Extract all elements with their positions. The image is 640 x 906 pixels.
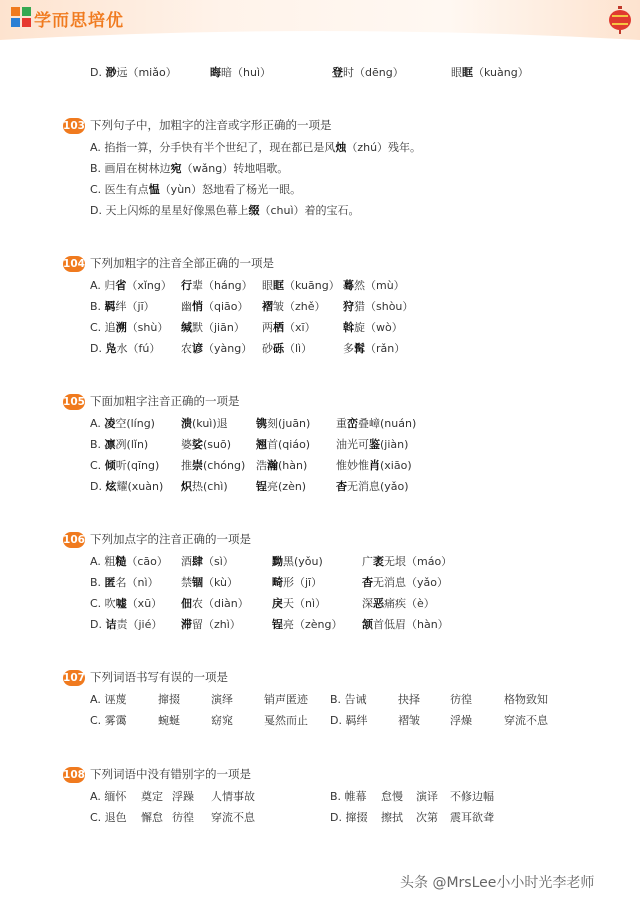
option-text: （kuāng） bbox=[284, 279, 340, 292]
answer-option-item bbox=[90, 616, 162, 632]
question-number-badge: 108 bbox=[63, 769, 85, 781]
bold-char: 鉴 bbox=[369, 438, 380, 451]
word-item: 戛然而止 bbox=[264, 714, 308, 727]
answer-option-item bbox=[90, 415, 155, 431]
word-item: 彷徨 bbox=[172, 811, 194, 824]
bold-char: 凫 bbox=[105, 342, 117, 355]
option-text: D. bbox=[90, 480, 106, 493]
answer-option-item bbox=[262, 277, 340, 293]
question-number-badge: 106 bbox=[63, 534, 85, 546]
answer-option-item bbox=[272, 553, 323, 569]
answer-option-item bbox=[362, 616, 449, 632]
q102-option-fragment bbox=[90, 64, 177, 80]
bold-char: 翘 bbox=[256, 438, 267, 451]
question-stem: 下列加粗字的注音全部正确的一项是 bbox=[90, 256, 274, 270]
bold-char: 恶 bbox=[373, 597, 384, 610]
option-text: D. 天上闪烁的星星好像黑色幕上 bbox=[90, 204, 249, 217]
option-text: （zhú）残年。 bbox=[346, 141, 422, 154]
option-text: 痛疾（è） bbox=[384, 597, 435, 610]
option-text: （lì） bbox=[284, 342, 313, 355]
bold-char: 省 bbox=[115, 279, 127, 292]
bold-char: 糙 bbox=[115, 555, 127, 568]
option-text: D. bbox=[90, 342, 106, 355]
bold-char: 缀 bbox=[248, 204, 260, 217]
bold-char: 戾 bbox=[272, 597, 283, 610]
bold-char: 行 bbox=[181, 279, 192, 292]
answer-option-item bbox=[343, 340, 405, 356]
answer-option-item bbox=[272, 616, 343, 632]
option-text: 砂 bbox=[262, 342, 273, 355]
option-text: （chuì）着的宝石。 bbox=[259, 204, 360, 217]
option-text: (chóng) bbox=[203, 459, 246, 472]
option-text: （shù） bbox=[126, 321, 169, 334]
answer-option-item bbox=[90, 436, 148, 452]
option-text: 首低眉（hàn） bbox=[373, 618, 449, 631]
q102-option-fragment bbox=[210, 64, 271, 80]
answer-option-item bbox=[336, 478, 409, 494]
answer-option bbox=[90, 181, 301, 197]
option-text: 亮(zèn) bbox=[267, 480, 307, 493]
bold-char: 娑 bbox=[192, 438, 203, 451]
bold-char: 峦 bbox=[347, 417, 358, 430]
answer-option-item bbox=[90, 595, 162, 611]
word-item: 彷徨 bbox=[450, 693, 472, 706]
option-text: 农（diàn） bbox=[192, 597, 249, 610]
option-text: D. bbox=[90, 618, 106, 631]
answer-option-item bbox=[362, 574, 448, 590]
answer-option-item bbox=[272, 595, 326, 611]
option-text: 绊（jī） bbox=[115, 300, 155, 313]
option-text: C. bbox=[90, 459, 105, 472]
word-item: A. 诬蔑 bbox=[90, 693, 127, 706]
option-text: （yùn）怒地看了杨光一眼。 bbox=[159, 183, 302, 196]
option-text: 黑(yǒu) bbox=[283, 555, 323, 568]
option-text: 亮（zèng） bbox=[283, 618, 343, 631]
option-text: B. bbox=[90, 576, 105, 589]
option-text: 远（miǎo） bbox=[116, 66, 177, 79]
bold-char: 颔 bbox=[362, 618, 373, 631]
answer-option-item bbox=[343, 298, 413, 314]
word-item: 穿流不息 bbox=[211, 811, 255, 824]
word-item: 懈怠 bbox=[141, 811, 163, 824]
answer-option-item bbox=[272, 574, 322, 590]
answer-option-item bbox=[181, 616, 241, 632]
word-item: 震耳欲聋 bbox=[450, 811, 494, 824]
word-item: C. 退色 bbox=[90, 811, 127, 824]
option-text: 名（nì） bbox=[115, 576, 159, 589]
option-text: 眼 bbox=[262, 279, 273, 292]
option-text: （xū） bbox=[126, 597, 163, 610]
option-text: 刻(juān) bbox=[267, 417, 311, 430]
answer-option-item bbox=[90, 478, 163, 494]
word-item: 撺掇 bbox=[158, 693, 180, 706]
question-stem: 下面加粗字注音正确的一项是 bbox=[90, 394, 240, 408]
lantern-icon bbox=[608, 6, 632, 34]
answer-option-item bbox=[90, 340, 160, 356]
bold-char: 肖 bbox=[369, 459, 380, 472]
answer-option-item bbox=[362, 553, 452, 569]
answer-option-item bbox=[262, 298, 326, 314]
option-text: 多 bbox=[343, 342, 354, 355]
word-item: 擦拭 bbox=[381, 811, 403, 824]
bold-char: 羁 bbox=[104, 300, 116, 313]
answer-option-item bbox=[181, 574, 238, 590]
answer-option-item bbox=[181, 298, 249, 314]
option-text: 皱（zhě） bbox=[273, 300, 326, 313]
word-item: D. 羁绊 bbox=[330, 714, 368, 727]
option-text: 推 bbox=[181, 459, 192, 472]
answer-option-item bbox=[90, 298, 155, 314]
question-stem: 下列加点字的注音正确的一项是 bbox=[90, 532, 251, 546]
option-text: 首(qiáo) bbox=[267, 438, 311, 451]
word-item: C. 雾霭 bbox=[90, 714, 127, 727]
option-text: （wǎng）转地唱歌。 bbox=[181, 162, 289, 175]
option-text: A. 粗 bbox=[90, 555, 116, 568]
answer-option-item bbox=[256, 457, 307, 473]
word-item: A. 缅怀 bbox=[90, 790, 127, 803]
option-text: 油光可 bbox=[336, 438, 369, 451]
answer-option-item bbox=[181, 436, 231, 452]
option-text: 酒 bbox=[181, 555, 192, 568]
answer-option-item bbox=[336, 436, 408, 452]
answer-option-item bbox=[181, 457, 245, 473]
option-text: 深 bbox=[362, 597, 373, 610]
bold-char: 蓦 bbox=[343, 279, 354, 292]
answer-option-item bbox=[256, 478, 306, 494]
logo-icon bbox=[10, 6, 32, 28]
option-text: C. 医生有点 bbox=[90, 183, 149, 196]
bold-char: 凛 bbox=[104, 438, 116, 451]
option-text: B. 画眉在树林边 bbox=[90, 162, 171, 175]
option-text: 眼 bbox=[451, 66, 462, 79]
bold-char: 佃 bbox=[181, 597, 192, 610]
answer-option-item bbox=[343, 277, 405, 293]
bold-char: 诘 bbox=[105, 618, 117, 631]
option-text: C. 吹 bbox=[90, 597, 116, 610]
option-text: 浩 bbox=[256, 459, 267, 472]
option-text: D. bbox=[90, 66, 106, 79]
option-text: （qiāo） bbox=[203, 300, 249, 313]
bold-char: 愠 bbox=[148, 183, 160, 196]
bold-char: 袤 bbox=[373, 555, 384, 568]
bold-char: 登 bbox=[332, 66, 343, 79]
logo-text: 学而思培优 bbox=[34, 11, 124, 31]
answer-option-item bbox=[90, 277, 172, 293]
answer-option-item bbox=[343, 319, 403, 335]
bold-char: 倾 bbox=[104, 459, 116, 472]
word-item: 演译 bbox=[416, 790, 438, 803]
answer-option-item bbox=[256, 436, 310, 452]
word-item: 窈窕 bbox=[211, 714, 233, 727]
option-text: 旋（wò） bbox=[354, 321, 403, 334]
word-item: 浮燥 bbox=[450, 714, 472, 727]
option-text: （cāo） bbox=[126, 555, 168, 568]
option-text: A. bbox=[90, 417, 105, 430]
answer-option-item bbox=[181, 340, 252, 356]
bold-char: 畸 bbox=[272, 576, 283, 589]
bold-char: 锃 bbox=[256, 480, 267, 493]
bold-char: 溯 bbox=[115, 321, 127, 334]
bold-char: 崇 bbox=[192, 459, 203, 472]
option-text: 无消息（yǎo） bbox=[373, 576, 448, 589]
bold-char: 悄 bbox=[192, 300, 203, 313]
option-text: (kuì)退 bbox=[192, 417, 228, 430]
word-item: 销声匿迹 bbox=[264, 693, 308, 706]
option-text: 耀(xuàn) bbox=[116, 480, 164, 493]
question-stem: 下列词语书写有误的一项是 bbox=[90, 670, 228, 684]
bold-char: 晦 bbox=[210, 66, 221, 79]
option-text: 责（jié） bbox=[116, 618, 163, 631]
option-text: 默（jiān） bbox=[192, 321, 245, 334]
answer-option-item bbox=[181, 415, 228, 431]
answer-option-item bbox=[90, 574, 159, 590]
question-number-badge: 105 bbox=[63, 396, 85, 408]
question-number-badge: 107 bbox=[63, 672, 85, 684]
option-text: 然（mù） bbox=[354, 279, 405, 292]
word-item: 蜿蜒 bbox=[158, 714, 180, 727]
question-stem: 下列词语中没有错别字的一项是 bbox=[90, 767, 251, 781]
bold-char: 杳 bbox=[336, 480, 347, 493]
bold-char: 凌 bbox=[104, 417, 116, 430]
bold-char: 宛 bbox=[170, 162, 182, 175]
bold-char: 眶 bbox=[273, 279, 284, 292]
bold-char: 匿 bbox=[104, 576, 116, 589]
answer-option-item bbox=[336, 457, 412, 473]
option-text: 暗（huì） bbox=[221, 66, 271, 79]
option-text: （sì） bbox=[203, 555, 234, 568]
option-text: 婆 bbox=[181, 438, 192, 451]
option-text: 叠嶂(nuán) bbox=[358, 417, 417, 430]
word-item: 怠慢 bbox=[381, 790, 403, 803]
option-text: 惟妙惟 bbox=[336, 459, 369, 472]
option-text: 天（nì） bbox=[283, 597, 327, 610]
option-text: (xiāo) bbox=[380, 459, 412, 472]
q102-option-fragment bbox=[451, 64, 529, 80]
option-text: B. bbox=[90, 438, 105, 451]
bold-char: 黝 bbox=[272, 555, 283, 568]
bold-char: 眶 bbox=[462, 66, 473, 79]
bold-char: 炫 bbox=[105, 480, 117, 493]
bold-char: 栖 bbox=[273, 321, 284, 334]
word-item: 次第 bbox=[416, 811, 438, 824]
option-text: 两 bbox=[262, 321, 273, 334]
option-text: 幽 bbox=[181, 300, 192, 313]
answer-option-item bbox=[181, 595, 249, 611]
option-text: 形（jī） bbox=[283, 576, 323, 589]
word-item: 演绎 bbox=[211, 693, 233, 706]
option-text: 空(líng) bbox=[115, 417, 155, 430]
answer-option-item bbox=[362, 595, 435, 611]
option-text: （kù） bbox=[203, 576, 239, 589]
answer-option-item bbox=[90, 319, 168, 335]
option-text: 重 bbox=[336, 417, 347, 430]
word-item: 人情事故 bbox=[211, 790, 255, 803]
word-item: 抉择 bbox=[398, 693, 420, 706]
q102-option-fragment bbox=[332, 64, 404, 80]
bold-char: 锃 bbox=[272, 618, 283, 631]
answer-option-item bbox=[262, 340, 312, 356]
option-text: C. 追 bbox=[90, 321, 116, 334]
bold-char: 狩 bbox=[343, 300, 354, 313]
answer-option bbox=[90, 160, 288, 176]
option-text: (jiàn) bbox=[380, 438, 409, 451]
bold-char: 缄 bbox=[181, 321, 192, 334]
option-text: 辈（háng） bbox=[192, 279, 253, 292]
bold-char: 渺 bbox=[105, 66, 117, 79]
page-header bbox=[0, 0, 640, 40]
option-text: A. 掐指一算，分手快有半个世纪了，现在都已是风 bbox=[90, 141, 336, 154]
option-text: （yàng） bbox=[203, 342, 253, 355]
option-text: 时（dēng） bbox=[343, 66, 404, 79]
bold-char: 褶 bbox=[262, 300, 273, 313]
bold-char: 斡 bbox=[343, 321, 354, 334]
bold-char: 嘘 bbox=[115, 597, 127, 610]
option-text: 听(qīng) bbox=[115, 459, 160, 472]
bold-char: 杳 bbox=[362, 576, 373, 589]
option-text: 留（zhì） bbox=[192, 618, 241, 631]
word-item: 穿流不息 bbox=[504, 714, 548, 727]
answer-option-item bbox=[181, 478, 228, 494]
bold-char: 肆 bbox=[192, 555, 203, 568]
answer-option-item bbox=[90, 457, 159, 473]
option-text: （kuàng） bbox=[473, 66, 529, 79]
answer-option bbox=[90, 139, 421, 155]
option-text: 无垠（máo） bbox=[384, 555, 453, 568]
bold-char: 谚 bbox=[192, 342, 203, 355]
word-item: B. 帷幕 bbox=[330, 790, 367, 803]
question-stem: 下列句子中，加粗字的注音或字形正确的一项是 bbox=[90, 118, 332, 132]
answer-option-item bbox=[181, 553, 234, 569]
option-text: 农 bbox=[181, 342, 192, 355]
word-item: 不修边幅 bbox=[450, 790, 494, 803]
bold-char: 髯 bbox=[354, 342, 365, 355]
bold-char: 溃 bbox=[181, 417, 192, 430]
answer-option-item bbox=[256, 415, 310, 431]
answer-option-item bbox=[262, 319, 316, 335]
answer-option-item bbox=[90, 553, 168, 569]
option-text: （xī） bbox=[284, 321, 316, 334]
bold-char: 滞 bbox=[181, 618, 192, 631]
bold-char: 锢 bbox=[192, 576, 203, 589]
option-text: 无消息(yǎo) bbox=[347, 480, 409, 493]
answer-option-item bbox=[181, 319, 245, 335]
bold-char: 烛 bbox=[335, 141, 347, 154]
option-text: (hàn) bbox=[278, 459, 308, 472]
bold-char: 瀚 bbox=[267, 459, 278, 472]
question-number-badge: 104 bbox=[63, 258, 85, 270]
option-text: 冽(lǐn) bbox=[115, 438, 149, 451]
word-item: 浮躁 bbox=[172, 790, 194, 803]
word-item: B. 告诫 bbox=[330, 693, 367, 706]
option-text: 热(chì) bbox=[192, 480, 228, 493]
word-item: 奠定 bbox=[141, 790, 163, 803]
question-number-badge: 103 bbox=[63, 120, 85, 132]
option-text: （rǎn） bbox=[365, 342, 406, 355]
option-text: 水（fú） bbox=[116, 342, 161, 355]
option-text: 猎（shòu） bbox=[354, 300, 414, 313]
option-text: 禁 bbox=[181, 576, 192, 589]
option-text: （xǐng） bbox=[126, 279, 172, 292]
watermark: 头条 @MrsLee小小时光李老师 bbox=[400, 875, 595, 891]
option-text: B. bbox=[90, 300, 105, 313]
option-text: (suō) bbox=[203, 438, 232, 451]
bold-char: 镌 bbox=[256, 417, 267, 430]
word-item: 格物致知 bbox=[504, 693, 548, 706]
option-text: 广 bbox=[362, 555, 373, 568]
word-item: 褶皱 bbox=[398, 714, 420, 727]
option-text: A. 归 bbox=[90, 279, 116, 292]
bold-char: 炽 bbox=[181, 480, 192, 493]
answer-option-item bbox=[336, 415, 416, 431]
word-item: D. 撺掇 bbox=[330, 811, 368, 824]
answer-option-item bbox=[181, 277, 253, 293]
answer-option bbox=[90, 202, 360, 218]
bold-char: 砾 bbox=[273, 342, 284, 355]
